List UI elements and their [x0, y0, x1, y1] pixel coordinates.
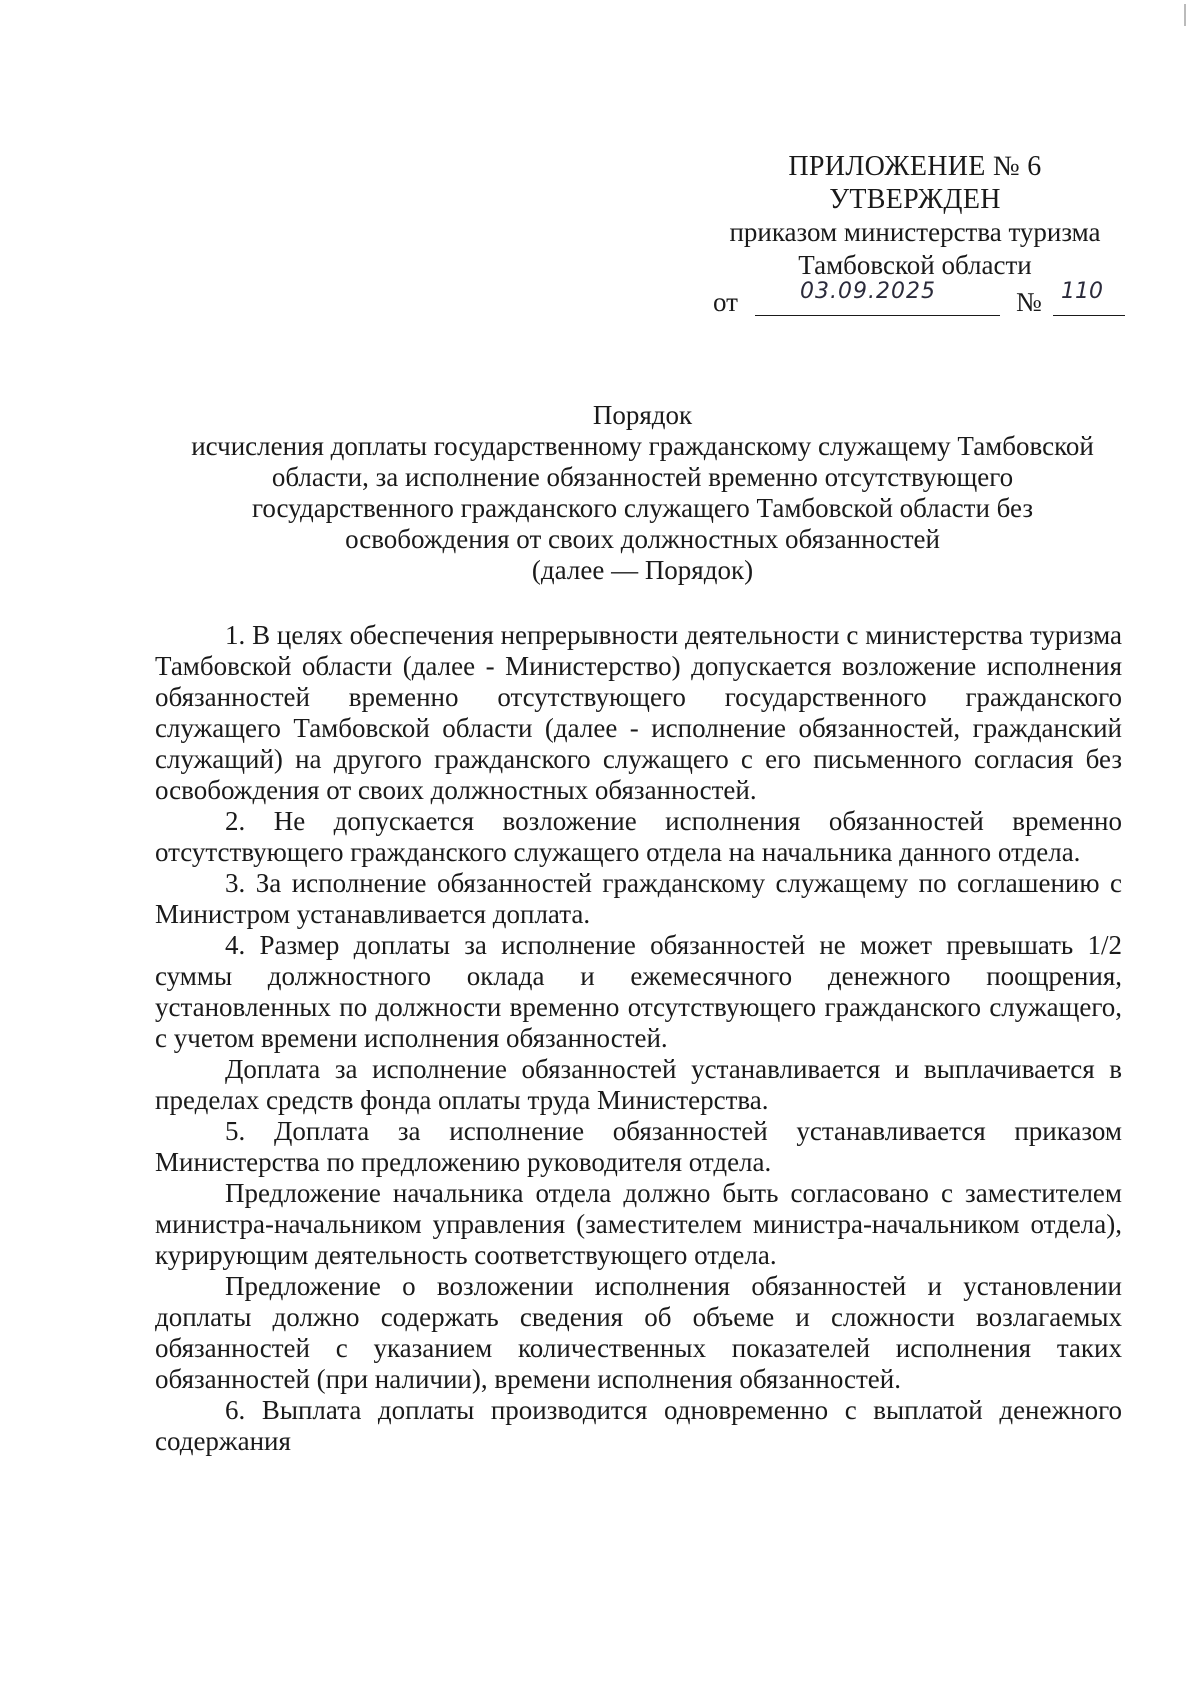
title-line-6: (далее — Порядок)	[531, 555, 754, 585]
title-line-4: государственного гражданского служащего Тамбовской области без	[251, 493, 1034, 523]
date-field	[755, 281, 1000, 316]
number-label: №	[1016, 287, 1042, 317]
scan-mark	[1184, 4, 1186, 26]
paragraph-4: 4. Размер доплаты за исполнение обязанностей не может превышать 1/2 суммы должностного оклада и ежемесячного денежного поощрения, установленных по должности временно отсутствующего гражданского служащего, с учетом времени исполнения обязанностей.	[155, 930, 1122, 1053]
from-label: от	[713, 287, 738, 317]
title-line-2: исчисления доплаты государственному гражданскому служащему Тамбовской	[191, 431, 1094, 461]
paragraph-3: 3. За исполнение обязанностей гражданскому служащему по соглашению с Министром устанавливается доплата.	[155, 868, 1122, 929]
paragraph-4-continued: Доплата за исполнение обязанностей устанавливается и выплачивается в пределах средств фонда оплаты труда Министерства.	[155, 1054, 1122, 1115]
title-line-5: освобождения от своих должностных обязанностей	[345, 524, 940, 554]
paragraph-1: 1. В целях обеспечения непрерывности деятельности с министерства туризма Тамбовской области (далее - Министерство) допускается возложение исполнения обязанностей временно отсутствующего государственного гражданского служащего Тамбовской области (далее - исполнение обязанностей, гражданский служащий) на другого гражданского служащего с его письменного согласия без освобождения от своих должностных обязанностей.	[155, 620, 1122, 805]
appendix-number: ПРИЛОЖЕНИЕ № 6	[788, 151, 1042, 182]
number-field	[1053, 281, 1125, 316]
order-line-1: приказом министерства туризма	[729, 217, 1101, 247]
title-line-3: области, за исполнение обязанностей временно отсутствующего	[271, 462, 1014, 492]
order-line-2: Тамбовской области	[798, 250, 1032, 280]
document-title	[155, 400, 1130, 586]
paragraph-5-continued-a: Предложение начальника отдела должно быть согласовано с заместителем министра-начальником управления (заместителем министра-начальником отдела), курирующим деятельность соответствующего отдела.	[155, 1178, 1122, 1270]
approved-label: УТВЕРЖДЕН	[829, 184, 1001, 215]
order-date-line	[713, 281, 1133, 321]
handwritten-number: 110	[1061, 279, 1103, 304]
document-body	[155, 620, 1122, 1457]
paragraph-5-continued-b: Предложение о возложении исполнения обязанностей и установлении доплаты должно содержать сведения об объеме и сложности возлагаемых обязанностей с указанием количественных показателей исполнения таких обязанностей (при наличии), времени исполнения обязанностей.	[155, 1271, 1122, 1394]
paragraph-5: 5. Доплата за исполнение обязанностей устанавливается приказом Министерства по предложению руководителя отдела.	[155, 1116, 1122, 1177]
title-line-1: Порядок	[592, 400, 693, 430]
paragraph-2: 2. Не допускается возложение исполнения обязанностей временно отсутствующего гражданского служащего отдела на начальника данного отдела.	[155, 806, 1122, 867]
paragraph-6: 6. Выплата доплаты производится одновременно с выплатой денежного содержания	[155, 1395, 1122, 1456]
handwritten-date: 03.09.2025	[800, 279, 936, 304]
approval-header	[705, 150, 1125, 282]
